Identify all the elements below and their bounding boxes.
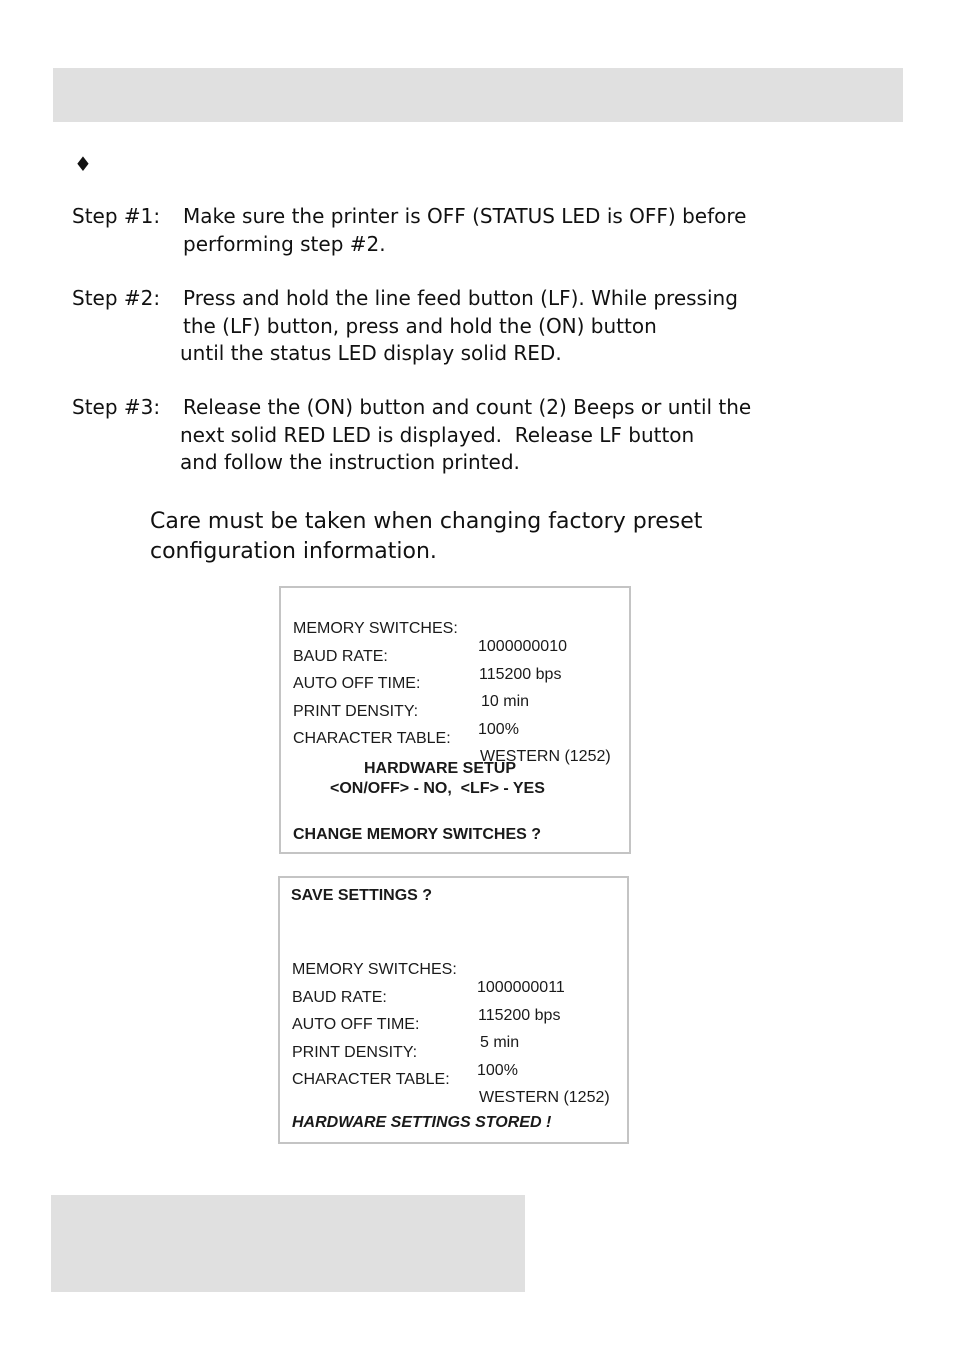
step-label: Step #1:	[72, 204, 161, 228]
step-text-line: and follow the instruction printed.	[180, 450, 520, 474]
step-text-line: performing step #2.	[183, 231, 386, 256]
setting-value: 5 min	[480, 1034, 520, 1051]
setting-key: AUTO OFF TIME:	[293, 675, 421, 692]
setting-value: 100%	[478, 721, 519, 738]
footer-bar	[51, 1195, 525, 1292]
setting-key: AUTO OFF TIME:	[292, 1016, 420, 1033]
step-text-line: until the status LED display solid RED.	[180, 341, 562, 365]
setting-key: PRINT DENSITY:	[292, 1044, 418, 1061]
step-text-line: Press and hold the line feed button (LF). While pressing	[183, 286, 738, 310]
setting-value: WESTERN (1252)	[480, 748, 611, 765]
setup-heading: HARDWARE SETUP	[364, 760, 517, 777]
step-text-line: next solid RED LED is displayed. Release LF button	[180, 422, 695, 447]
setting-value: 100%	[477, 1062, 518, 1079]
setting-key: MEMORY SWITCHES:	[293, 620, 458, 637]
setting-key: BAUD RATE:	[293, 648, 388, 665]
note-line: configuration information.	[150, 539, 437, 564]
setting-value: 1000000010	[478, 638, 567, 655]
caution-note	[150, 507, 702, 567]
setup-prompt: CHANGE MEMORY SWITCHES ?	[293, 826, 542, 843]
setting-key: PRINT DENSITY:	[293, 703, 419, 720]
note-line: Care must be taken when changing factory preset	[150, 509, 703, 534]
save-title: SAVE SETTINGS ?	[291, 887, 433, 904]
bullet-icon: ♦	[74, 152, 92, 176]
setting-value: WESTERN (1252)	[479, 1089, 610, 1106]
setting-value: 115200 bps	[479, 666, 562, 683]
step-label: Step #2:	[72, 286, 161, 310]
step-text-line: Make sure the printer is OFF (STATUS LED is OFF) before	[183, 204, 747, 228]
setting-key: CHARACTER TABLE:	[293, 730, 451, 747]
step-label: Step #3:	[72, 395, 161, 419]
setting-value: 115200 bps	[478, 1007, 561, 1024]
step-text-line: the (LF) button, press and hold the (ON) button	[183, 313, 657, 338]
setting-key: CHARACTER TABLE:	[292, 1071, 450, 1088]
step-text-line: Release the (ON) button and count (2) Beeps or until the	[183, 395, 752, 419]
hardware-setup-printout	[279, 586, 631, 854]
setting-key: MEMORY SWITCHES:	[292, 961, 457, 978]
setting-value: 10 min	[481, 693, 530, 710]
setting-value: 1000000011	[477, 979, 565, 996]
setup-options: <ON/OFF> - NO, <LF> - YES	[330, 780, 545, 797]
save-settings-printout	[278, 876, 629, 1144]
setting-key: BAUD RATE:	[292, 989, 387, 1006]
stored-confirmation: HARDWARE SETTINGS STORED !	[292, 1114, 552, 1131]
header-bar	[53, 68, 903, 122]
